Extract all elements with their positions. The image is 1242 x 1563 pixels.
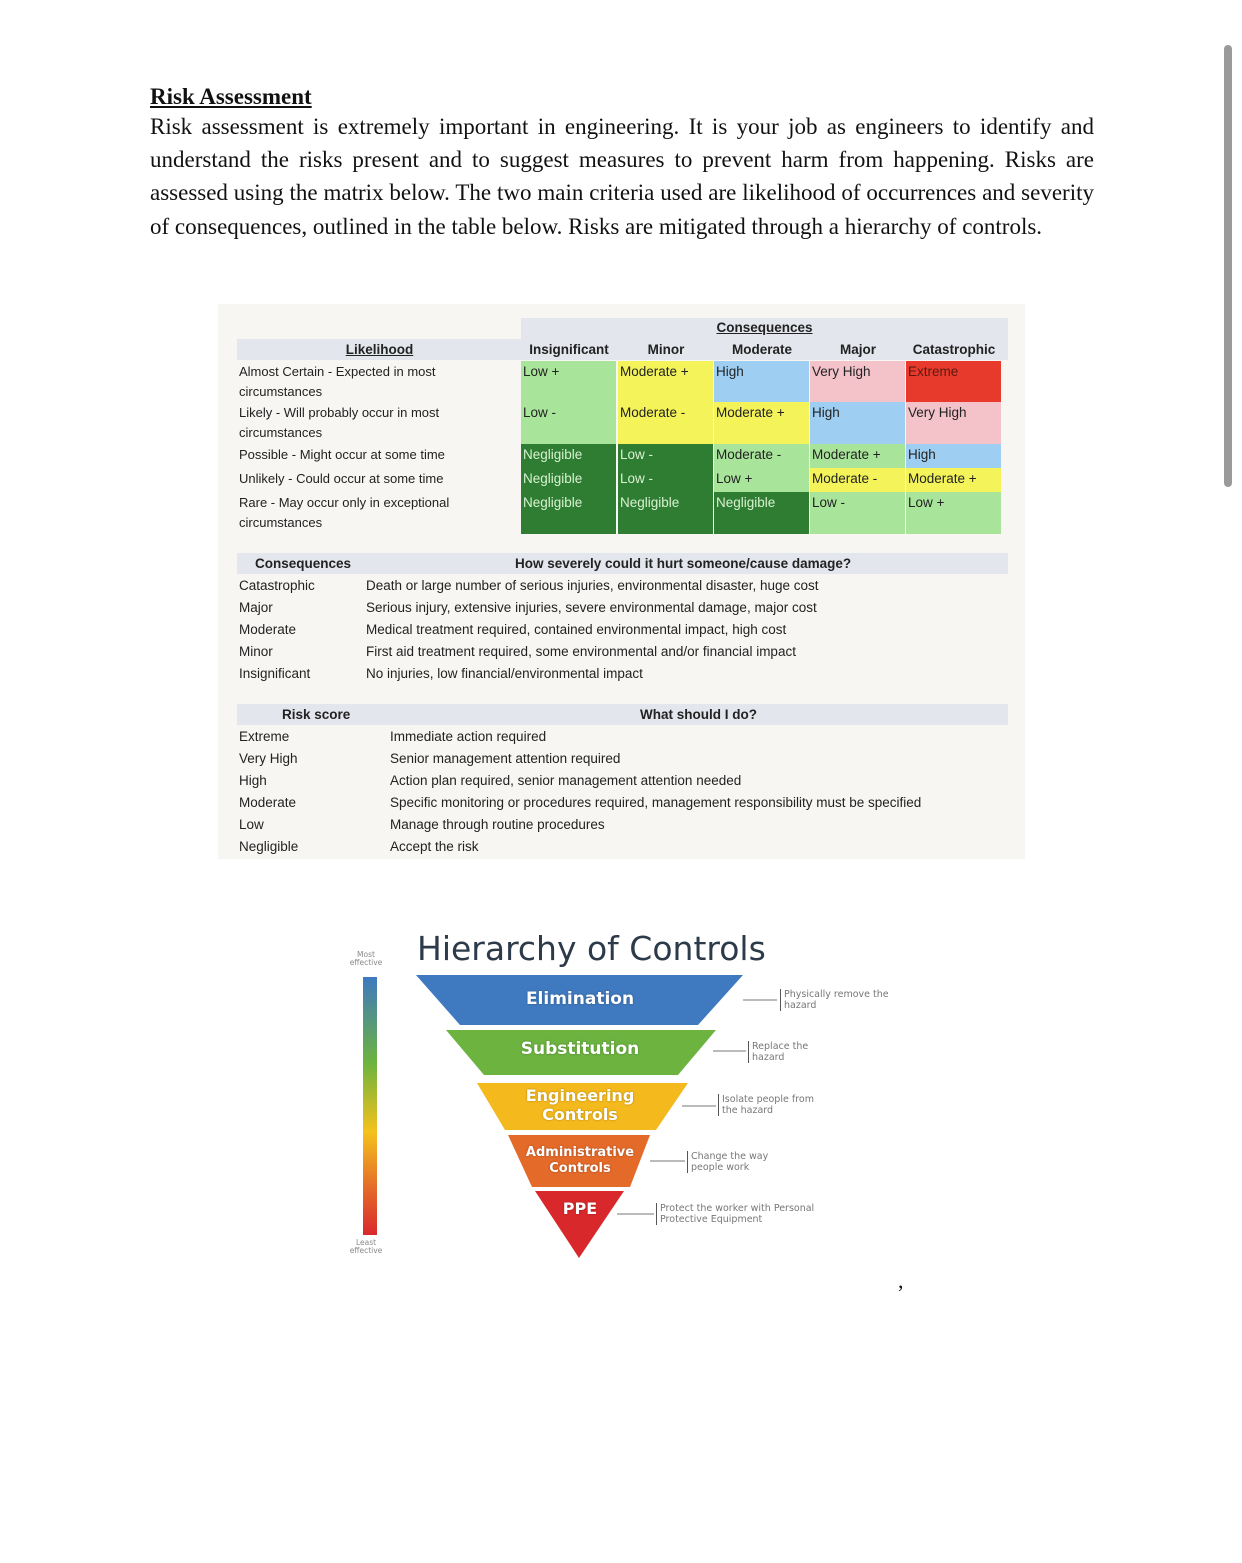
matrix-cell: Low - (521, 402, 616, 444)
tier-label: PPE (562, 1199, 598, 1218)
likelihood-row-label: Possible - Might occur at some time (239, 447, 445, 462)
matrix-cell: Moderate + (906, 468, 1001, 492)
tier-label: Administrative Controls (525, 1145, 635, 1176)
matrix-cell: Negligible (521, 492, 616, 534)
risk-action: Specific monitoring or procedures required, management responsibility must be specified (390, 795, 922, 810)
risk-action: Manage through routine procedures (390, 817, 605, 832)
matrix-cell: Negligible (521, 468, 616, 492)
intro-paragraph: Risk assessment is extremely important in engineering. It is your job as engineers to identify and understand the risks present and to suggest measures to prevent harm from happening. Risks are assessed using the matrix below. The two main criteria used are likelihood of occurrences and severity of consequences, outlined in the table below. Risks are mitigated through a hierarchy of controls. (150, 114, 1094, 239)
matrix-cell: Low + (521, 361, 616, 402)
matrix-cell: Low + (714, 468, 809, 492)
risk-action: Immediate action required (390, 729, 547, 744)
consequences-title: Consequences (716, 320, 813, 335)
consequence-term: Catastrophic (239, 578, 315, 593)
tier-label: Elimination (525, 989, 635, 1009)
likelihood-row-label: Unlikely - Could occur at some time (239, 471, 444, 486)
matrix-cell: Moderate + (618, 361, 713, 402)
tier-label: Substitution (520, 1039, 640, 1059)
likelihood-header: Likelihood (345, 342, 414, 357)
tier-description: Change the way people work (687, 1151, 791, 1173)
risk-score-term: Extreme (239, 729, 290, 744)
consequence-term: Moderate (239, 622, 297, 637)
consequence-description: Medical treatment required, contained environmental impact, high cost (366, 622, 787, 637)
matrix-col-header: Moderate (731, 342, 792, 357)
risk-action: Senior management attention required (390, 751, 621, 766)
scrollbar[interactable] (1224, 45, 1232, 487)
what-to-do-header: What should I do? (640, 707, 757, 722)
matrix-cell: Extreme (906, 361, 1001, 402)
matrix-cell: Moderate + (714, 402, 809, 444)
tier-description: Replace the hazard (748, 1041, 822, 1063)
tier-description: Physically remove the hazard (780, 989, 894, 1011)
consequence-description: Death or large number of serious injuries, environmental disaster, huge cost (366, 578, 819, 593)
page-title: Risk Assessment (150, 84, 312, 109)
matrix-cell: Low - (810, 492, 905, 534)
severity-question: How severely could it hurt someone/cause damage? (515, 556, 852, 571)
matrix-cell: Negligible (714, 492, 809, 534)
matrix-col-header: Insignificant (529, 342, 609, 357)
risk-score-term: Very High (239, 751, 298, 766)
risk-score-term: Negligible (239, 839, 299, 854)
risk-matrix-figure (218, 304, 1025, 859)
hierarchy-title: Hierarchy of Controls (417, 929, 766, 968)
matrix-cell: High (810, 402, 905, 444)
matrix-cell: Moderate - (810, 468, 905, 492)
most-effective-label: Most effective (349, 950, 383, 967)
matrix-cell: Moderate - (618, 402, 713, 444)
matrix-cell: High (906, 444, 1001, 468)
consequences-header: Consequences (255, 556, 352, 571)
matrix-col-header: Catastrophic (912, 342, 996, 357)
tier-description: Protect the worker with Personal Protective Equipment (656, 1203, 840, 1225)
risk-score-header-bar (237, 704, 1008, 725)
risk-action: Accept the risk (390, 839, 479, 854)
tier-label: Engineering Controls (525, 1086, 635, 1124)
matrix-cell: Moderate - (714, 444, 809, 468)
likelihood-row-label: Rare - May occur only in exceptional circumstances (239, 495, 450, 530)
risk-score-term: Moderate (239, 795, 297, 810)
matrix-cell: Low - (618, 444, 713, 468)
least-effective-label: Least effective (349, 1238, 383, 1255)
risk-score-term: Low (239, 817, 264, 832)
risk-score-header: Risk score (282, 707, 351, 722)
consequence-description: No injuries, low financial/environmental impact (366, 666, 643, 681)
likelihood-row-label: Likely - Will probably occur in most circumstances (239, 405, 440, 440)
stray-comma: , (898, 1268, 904, 1293)
consequence-description: Serious injury, extensive injuries, severe environmental damage, major cost (366, 600, 817, 615)
matrix-cell: Negligible (618, 492, 713, 534)
matrix-cell: Very High (906, 402, 1001, 444)
likelihood-row-label: Almost Certain - Expected in most circumstances (239, 364, 436, 399)
hierarchy-of-controls-figure (330, 925, 900, 1285)
risk-score-term: High (239, 773, 267, 788)
matrix-cell: Low - (618, 468, 713, 492)
consequence-term: Insignificant (239, 666, 311, 681)
consequence-term: Minor (239, 644, 273, 659)
matrix-cell: Low + (906, 492, 1001, 534)
risk-action: Action plan required, senior management attention needed (390, 773, 742, 788)
matrix-cell: High (714, 361, 809, 402)
tier-description: Isolate people from the hazard (718, 1094, 822, 1116)
matrix-col-header: Major (839, 342, 876, 357)
matrix-cell: Very High (810, 361, 905, 402)
matrix-cell: Moderate + (810, 444, 905, 468)
consequence-description: First aid treatment required, some environmental and/or financial impact (366, 644, 796, 659)
matrix-cell: Negligible (521, 444, 616, 468)
matrix-col-header: Minor (647, 342, 685, 357)
consequence-term: Major (239, 600, 273, 615)
